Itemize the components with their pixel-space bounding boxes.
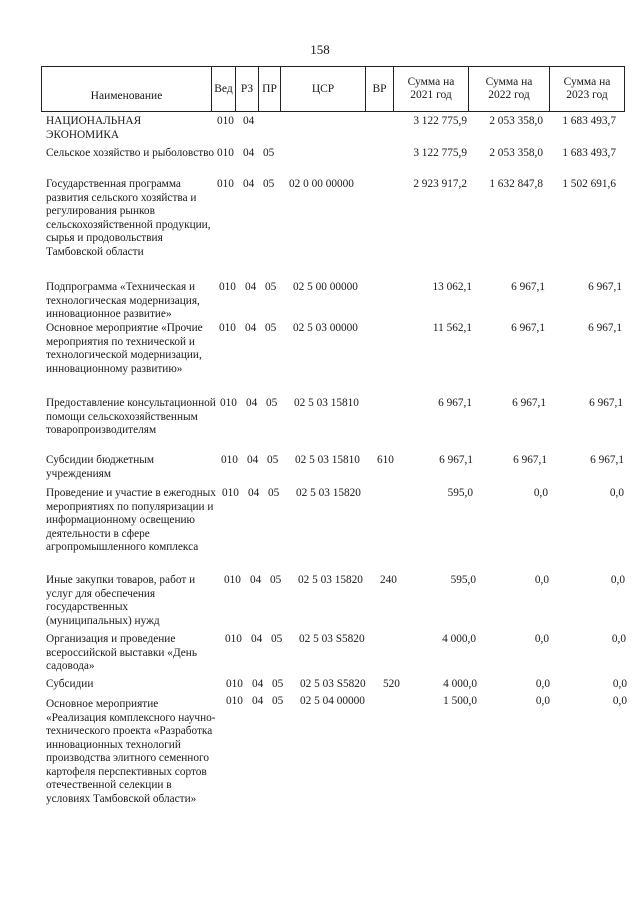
row-sum-2023: 0,0: [609, 487, 624, 499]
row-sum-2023: 0,0: [610, 574, 625, 586]
row-sum-2023: 0,0: [612, 695, 627, 707]
header-ved: Вед: [212, 67, 236, 111]
row-sum-2022: 6 967,1: [512, 397, 546, 409]
row-sum-2023: 0,0: [612, 678, 627, 690]
row-sum-2022: 6 967,1: [511, 322, 545, 334]
row-csr: 02 0 00 00000: [289, 178, 354, 190]
row-ved: 010: [221, 454, 238, 466]
row-ved: 010: [217, 115, 234, 127]
row-rz: 04: [243, 147, 255, 159]
row-sum-2022: 6 967,1: [511, 281, 545, 293]
row-sum-2022: 0,0: [534, 574, 549, 586]
row-rz: 04: [245, 322, 257, 334]
row-sum-2022: 0,0: [534, 633, 549, 645]
row-sum-2021: 11 562,1: [432, 322, 472, 334]
row-rz: 04: [251, 633, 263, 645]
row-rz: 04: [245, 281, 257, 293]
row-sum-2023: 6 967,1: [589, 397, 623, 409]
row-sum-2023: 1 683 493,7: [562, 147, 616, 159]
row-vr: 610: [377, 454, 394, 466]
row-rz: 04: [243, 178, 255, 190]
row-name: Сельское хозяйство и рыболовство: [46, 147, 215, 159]
row-name: Иные закупки товаров, работ и услуг для обеспечения государственных (муниципальных) нужд: [46, 574, 196, 627]
row-vr: 520: [383, 678, 400, 690]
row-rz: 04: [248, 487, 260, 499]
row-name: Основное мероприятие «Реализация комплексного научно-технического проекта «Разработка инновационных технологий производства элитного семенного картофеля перспективных сортов отечественной селекции в условиях Тамбовской области»: [46, 698, 216, 805]
row-ved: 010: [226, 678, 243, 690]
row-sum-2021: 3 122 775,9: [413, 147, 467, 159]
header-sum-2021: Сумма на 2021 год: [394, 67, 469, 111]
table-header: [41, 66, 625, 112]
header-vr: ВР: [366, 67, 394, 111]
row-sum-2023: 6 967,1: [588, 322, 622, 334]
row-sum-2021: 4 000,0: [443, 678, 477, 690]
row-csr: 02 5 03 15820: [296, 487, 361, 499]
row-sum-2021: 595,0: [450, 574, 476, 586]
row-pr: 05: [266, 397, 278, 409]
row-rz: 04: [252, 678, 264, 690]
row-sum-2023: 0,0: [611, 633, 626, 645]
header-sum-2023: Сумма на 2023 год: [550, 67, 625, 111]
row-csr: 02 5 00 00000: [293, 281, 358, 293]
row-ved: 010: [217, 147, 234, 159]
row-csr: 02 5 03 00000: [293, 322, 358, 334]
row-sum-2021: 1 500,0: [443, 695, 477, 707]
row-ved: 010: [222, 487, 239, 499]
row-rz: 04: [252, 695, 264, 707]
row-sum-2021: 4 000,0: [442, 633, 476, 645]
row-pr: 05: [270, 574, 282, 586]
row-ved: 010: [226, 695, 243, 707]
header-name: Наименование: [42, 67, 212, 111]
row-name: Основное мероприятие «Прочие мероприятия по технической и технологической модернизации, инновационному развитию»: [46, 322, 203, 375]
row-ved: 010: [220, 397, 237, 409]
row-csr: 02 5 03 S5820: [299, 633, 365, 645]
row-sum-2023: 6 967,1: [588, 281, 622, 293]
row-sum-2022: 1 632 847,8: [489, 178, 543, 190]
row-sum-2022: 2 053 358,0: [489, 115, 543, 127]
row-name: Предоставление консультационной помощи сельскохозяйственным товаропроизводителям: [46, 397, 216, 436]
row-name: Проведение и участие в ежегодных мероприятиях по популяризации и информационному освещению деятельности в сфере агропромышленного комплекса: [46, 487, 216, 553]
row-pr: 05: [263, 147, 275, 159]
row-ved: 010: [219, 322, 236, 334]
row-pr: 05: [268, 487, 280, 499]
header-sum-2022: Сумма на 2022 год: [469, 67, 550, 111]
row-csr: 02 5 03 15820: [298, 574, 363, 586]
row-csr: 02 5 04 00000: [300, 695, 365, 707]
row-csr: 02 5 03 15810: [295, 454, 360, 466]
row-name: Подпрограмма «Техническая и технологическая модернизация, инновационное развитие»: [46, 281, 200, 320]
row-sum-2021: 595,0: [447, 487, 473, 499]
row-sum-2021: 13 062,1: [432, 281, 472, 293]
row-sum-2022: 2 053 358,0: [489, 147, 543, 159]
row-pr: 05: [265, 322, 277, 334]
row-ved: 010: [219, 281, 236, 293]
header-rz: РЗ: [236, 67, 259, 111]
row-sum-2022: 6 967,1: [513, 454, 547, 466]
row-pr: 05: [263, 178, 275, 190]
row-ved: 010: [224, 574, 241, 586]
row-ved: 010: [217, 178, 234, 190]
row-csr: 02 5 03 S5820: [300, 678, 366, 690]
row-ved: 010: [225, 633, 242, 645]
row-sum-2021: 6 967,1: [438, 397, 472, 409]
row-sum-2021: 6 967,1: [439, 454, 473, 466]
row-sum-2022: 0,0: [533, 487, 548, 499]
row-name: Субсидии: [46, 678, 94, 690]
row-sum-2021: 2 923 917,2: [413, 178, 467, 190]
row-pr: 05: [272, 695, 284, 707]
row-sum-2022: 0,0: [535, 678, 550, 690]
row-pr: 05: [267, 454, 279, 466]
row-rz: 04: [247, 454, 259, 466]
row-rz: 04: [243, 115, 255, 127]
row-name: Государственная программа развития сельского хозяйства и регулирования рынков сельскохозяйственной продукции, сырья и продовольствия Тамбовской области: [46, 178, 211, 258]
row-sum-2022: 0,0: [535, 695, 550, 707]
row-pr: 05: [271, 633, 283, 645]
row-name: Организация и проведение всероссийской выставки «День садовода»: [46, 633, 198, 672]
row-name: Субсидии бюджетным учреждениям: [46, 454, 154, 480]
header-csr: ЦСР: [281, 67, 366, 111]
row-sum-2023: 1 683 493,7: [562, 115, 616, 127]
row-vr: 240: [380, 574, 397, 586]
page-number: 158: [310, 42, 330, 57]
row-csr: 02 5 03 15810: [294, 397, 359, 409]
row-pr: 05: [265, 281, 277, 293]
row-name: НАЦИОНАЛЬНАЯ ЭКОНОМИКА: [46, 115, 142, 141]
row-sum-2023: 6 967,1: [590, 454, 624, 466]
row-sum-2023: 1 502 691,6: [562, 178, 616, 190]
header-pr: ПР: [259, 67, 281, 111]
row-sum-2021: 3 122 775,9: [413, 115, 467, 127]
row-rz: 04: [250, 574, 262, 586]
row-rz: 04: [246, 397, 258, 409]
row-pr: 05: [272, 678, 284, 690]
